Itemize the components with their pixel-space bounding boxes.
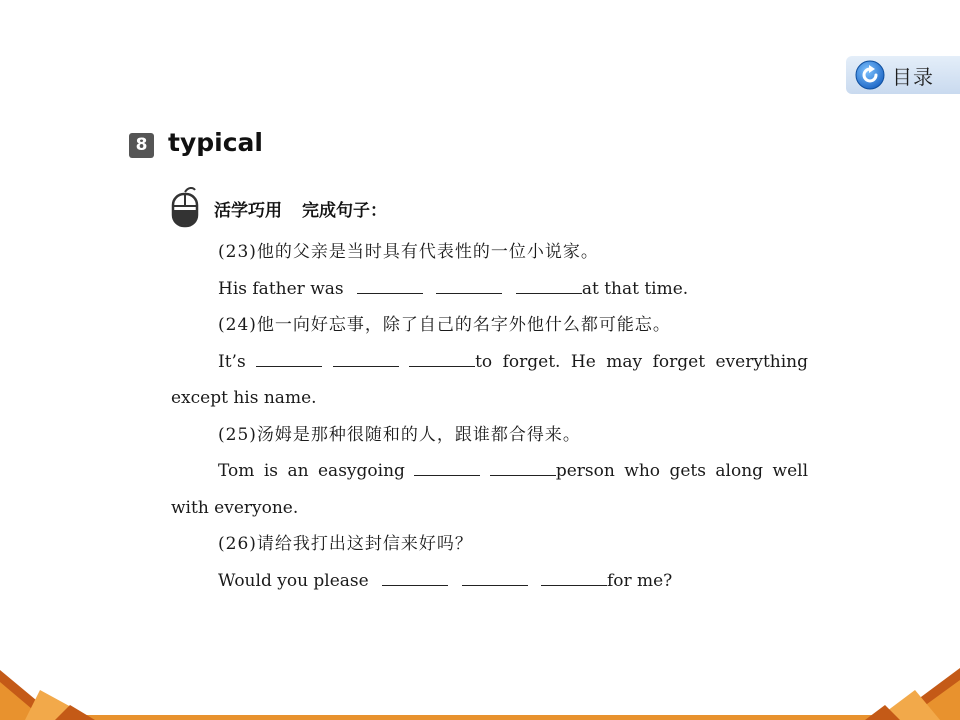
blank-25-1	[414, 458, 480, 476]
question-en-24-cont: except his name.	[171, 388, 317, 408]
mouse-icon	[168, 186, 206, 228]
question-cn-25: (25)汤姆是那种很随和的人，跟谁都合得来。	[218, 424, 581, 445]
vocab-word-title: typical	[168, 128, 263, 157]
section-label: 活学巧用	[214, 201, 282, 221]
blank-25-2	[490, 458, 556, 476]
question-en-23: His father was at that time.	[171, 271, 808, 308]
section-header	[214, 196, 387, 221]
question-cn-23: (23)他的父亲是当时具有代表性的一位小说家。	[218, 242, 599, 262]
question-en-26: Would you please for me?	[171, 563, 808, 600]
question-cn-26: (26)请给我打出这封信来好吗？	[218, 534, 473, 554]
blank-24-2	[333, 349, 399, 367]
bottom-decoration	[0, 660, 960, 720]
blank-26-3	[541, 568, 607, 586]
refresh-circle-icon	[855, 60, 885, 90]
blank-24-1	[256, 349, 322, 367]
blank-23-1	[357, 276, 423, 294]
toc-label: 目录	[892, 64, 934, 89]
blank-23-2	[436, 276, 502, 294]
question-en-25: Tom is an easygoing person who gets along well	[171, 453, 808, 490]
question-cn-24: (24)他一向好忘事，除了自己的名字外他什么都可能忘。	[218, 315, 671, 335]
blank-26-1	[382, 568, 448, 586]
blank-24-3	[409, 349, 475, 367]
exercise-body	[171, 234, 808, 599]
blank-23-3	[516, 276, 582, 294]
section-instruction: 完成句子：	[302, 201, 387, 221]
item-number-badge: 8	[129, 133, 154, 158]
question-en-24: It’s to forget. He may forget everything	[171, 344, 808, 381]
blank-26-2	[462, 568, 528, 586]
question-en-25-cont: with everyone.	[171, 497, 299, 518]
toc-button[interactable]	[846, 56, 960, 94]
